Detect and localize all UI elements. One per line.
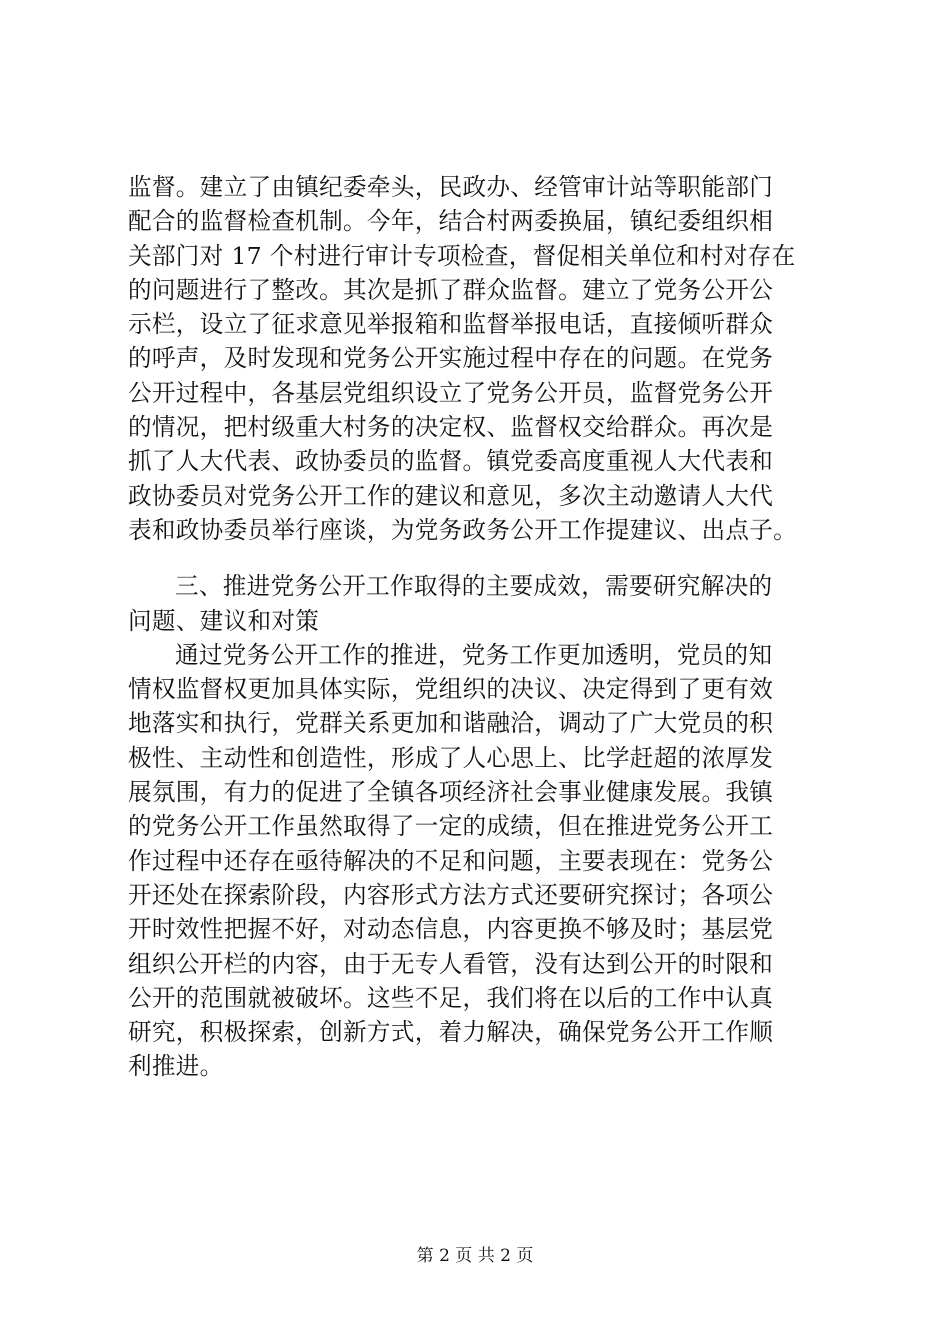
- text-line: 极性、主动性和创造性，形成了人心思上、比学赶超的浓厚发: [128, 743, 774, 772]
- text-line: 政协委员对党务公开工作的建议和意见，多次主动邀请人大代: [128, 481, 774, 510]
- text-line: 表和政协委员举行座谈，为党务政务公开工作提建议、出点子。: [128, 515, 798, 544]
- text-line: 的党务公开工作虽然取得了一定的成绩，但在推进党务公开工: [128, 812, 774, 841]
- text-line: 的情况，把村级重大村务的决定权、监督权交给群众。再次是: [128, 413, 774, 442]
- text-line: 开还处在探索阶段，内容形式方法方式还要研究探讨；各项公: [128, 880, 774, 909]
- section-heading: [128, 569, 838, 638]
- text-line: 公开的范围就被破坏。这些不足，我们将在以后的工作中认真: [128, 983, 774, 1012]
- paragraph-2: [128, 638, 838, 1084]
- document-body: [128, 170, 838, 1084]
- page-footer: [0, 1245, 950, 1267]
- text-line: 通过党务公开工作的推进，党务工作更加透明，党员的知: [175, 640, 773, 669]
- heading-line: 问题、建议和对策: [128, 606, 320, 635]
- text-line: 配合的监督检查机制。今年，结合村两委换届，镇纪委组织相: [128, 207, 774, 236]
- text-line: 利推进。: [128, 1052, 224, 1081]
- text-line: 情权监督权更加具体实际，党组织的决议、决定得到了更有效: [128, 675, 774, 704]
- text-line: 的问题进行了整改。其次是抓了群众监督。建立了党务公开公: [128, 275, 774, 304]
- text-line: 研究，积极探索，创新方式，着力解决，确保党务公开工作顺: [128, 1018, 774, 1047]
- text-line: 开时效性把握不好，对动态信息，内容更换不够及时；基层党: [128, 915, 774, 944]
- text-line: 抓了人大代表、政协委员的监督。镇党委高度重视人大代表和: [128, 447, 774, 476]
- text-line: 作过程中还存在亟待解决的不足和问题，主要表现在：党务公: [128, 846, 774, 875]
- page-number-label: 第 2 页 共 2 页: [416, 1246, 534, 1266]
- text-line: 的呼声，及时发现和党务公开实施过程中存在的问题。在党务: [128, 344, 774, 373]
- text-line: 关部门对 17 个村进行审计专项检查，督促相关单位和村对存在: [128, 241, 796, 270]
- text-line: 公开过程中，各基层党组织设立了党务公开员，监督党务公开: [128, 378, 774, 407]
- text-line: 展氛围，有力的促进了全镇各项经济社会事业健康发展。我镇: [128, 778, 774, 807]
- text-line: 监督。建立了由镇纪委牵头，民政办、经管审计站等职能部门: [128, 173, 774, 201]
- text-line: 地落实和执行，党群关系更加和谐融洽，调动了广大党员的积: [128, 709, 774, 738]
- text-line: 示栏，设立了征求意见举报箱和监督举报电话，直接倾听群众: [128, 310, 774, 339]
- text-line: 组织公开栏的内容，由于无专人看管，没有达到公开的时限和: [128, 949, 774, 978]
- paragraph-spacer: [128, 547, 838, 569]
- paragraph-1: [128, 170, 838, 547]
- heading-line: 三、推进党务公开工作取得的主要成效，需要研究解决的: [175, 572, 773, 601]
